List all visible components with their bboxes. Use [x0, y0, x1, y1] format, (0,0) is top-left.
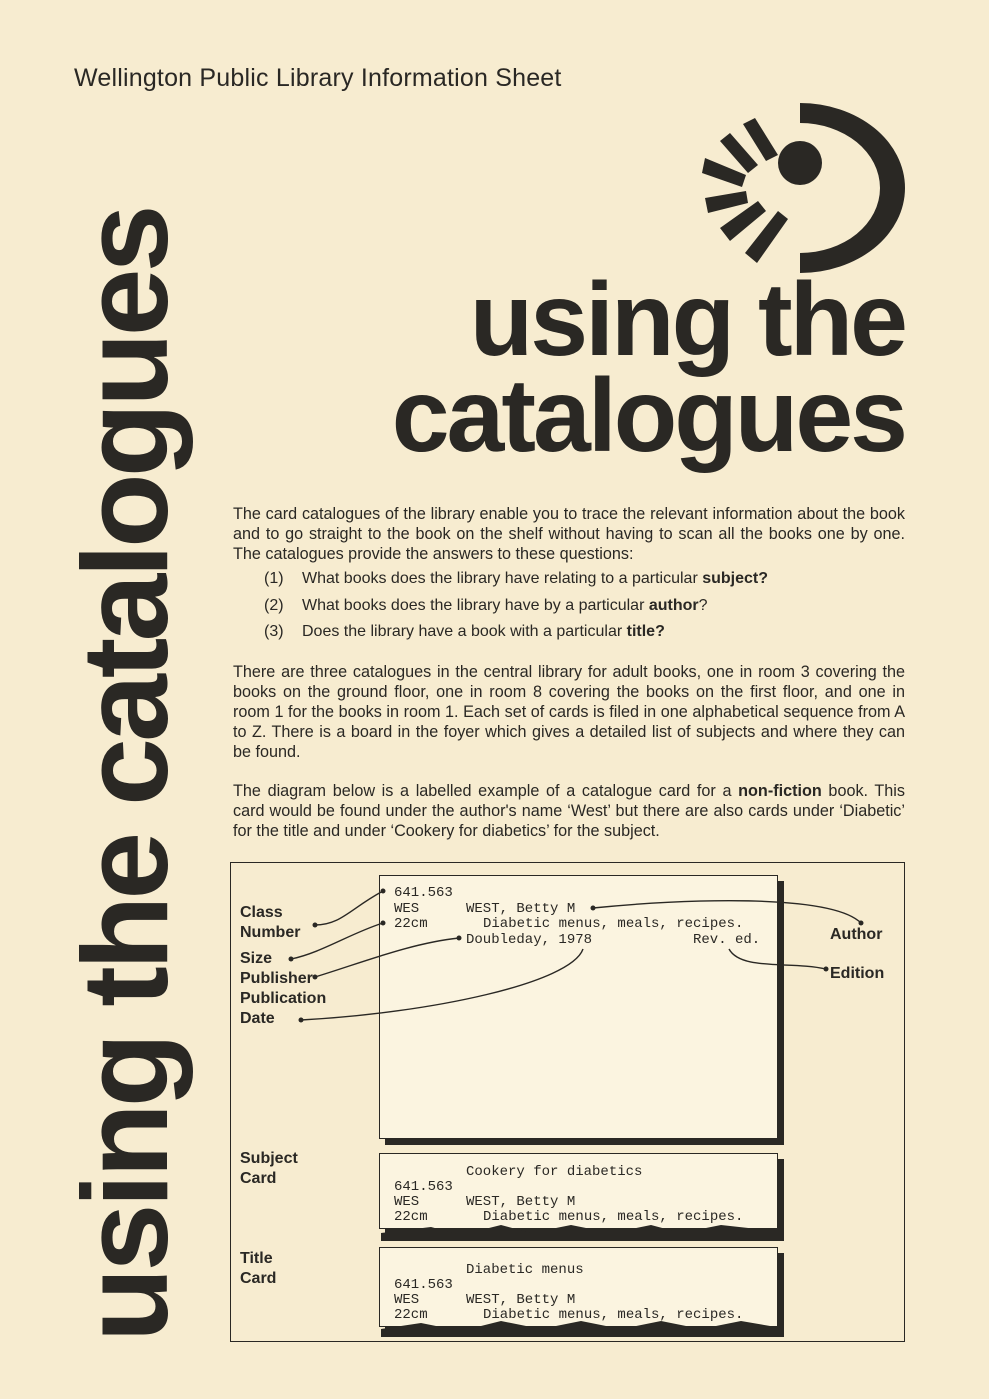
title-line-1: using the: [469, 262, 905, 378]
header-title: Wellington Public Library Information Sheet: [74, 64, 562, 92]
class-number-value: 641.563: [394, 885, 453, 901]
title-value: Diabetic menus, meals, recipes.: [483, 916, 744, 932]
library-logo-icon: [700, 103, 910, 273]
subject-card-label: Subject Card: [240, 1150, 298, 1187]
intro-paragraph: The card catalogues of the library enable you to trace the relevant information about the book and to go straight to the book on the shelf without having to scan all the books one by one. The catalogues provide the answers to these questions:: [233, 505, 905, 563]
size-value: 22cm: [394, 1307, 428, 1323]
class-number-label: Class Number: [240, 904, 301, 941]
author-value: WEST, Betty M: [466, 1292, 576, 1308]
author-value: WEST, Betty M: [466, 901, 576, 917]
author-label: Author: [830, 926, 883, 943]
catalogue-location-paragraph: There are three catalogues in the central library for adult books, one in room 3 covering the books on the ground floor, one in room 8 covering the books on the first floor, and one in room 1 for the books in room 1. Each set of cards is filed in one alphabetical sequence from A to Z. There is a board in the foyer which gives a detailed list of subjects and where they can be found.: [233, 663, 905, 761]
author-code-value: WES: [394, 1194, 420, 1210]
author-value: WEST, Betty M: [466, 1194, 576, 1210]
page-title: [391, 262, 905, 474]
title-value: Diabetic menus, meals, recipes.: [483, 1209, 744, 1225]
author-code-value: WES: [394, 901, 420, 917]
author-code-value: WES: [394, 1292, 420, 1308]
leader-lines: [231, 863, 903, 1340]
question-list: [264, 568, 768, 648]
edition-label: Edition: [830, 965, 885, 982]
size-value: 22cm: [394, 1209, 428, 1225]
title-heading: Diabetic menus: [466, 1262, 584, 1278]
publisher-value: Doubleday, 1978: [466, 932, 593, 948]
vertical-title: using the catalogues: [57, 208, 193, 1342]
publication-date-label: Publication Date: [240, 990, 327, 1027]
list-item: (1) What books does the library have relating to a particular subject?: [264, 570, 769, 587]
list-item: (2) What books does the library have by a particular author?: [264, 596, 708, 614]
title-line-2: catalogues: [391, 358, 905, 474]
class-number-value: 641.563: [394, 1277, 453, 1293]
subject-heading: Cookery for diabetics: [466, 1164, 643, 1180]
list-item: (3) Does the library have a book with a particular title?: [264, 623, 665, 640]
title-value: Diabetic menus, meals, recipes.: [483, 1307, 744, 1323]
diagram-intro-paragraph: The diagram below is a labelled example of a catalogue card for a non-fiction book. This card would be found under the author's name ‘West’ but there are also cards under ‘Diabetic’ for the title and under ‘Cookery for diabetics’ for the subject.: [233, 782, 905, 840]
size-value: 22cm: [394, 916, 428, 932]
edition-value: Rev. ed.: [693, 932, 761, 948]
title-card-label: Title Card: [240, 1250, 277, 1287]
size-label: Size: [240, 950, 273, 967]
catalogue-card-diagram: [230, 862, 905, 1342]
publisher-label: Publisher: [240, 970, 313, 987]
class-number-value: 641.563: [394, 1179, 453, 1195]
